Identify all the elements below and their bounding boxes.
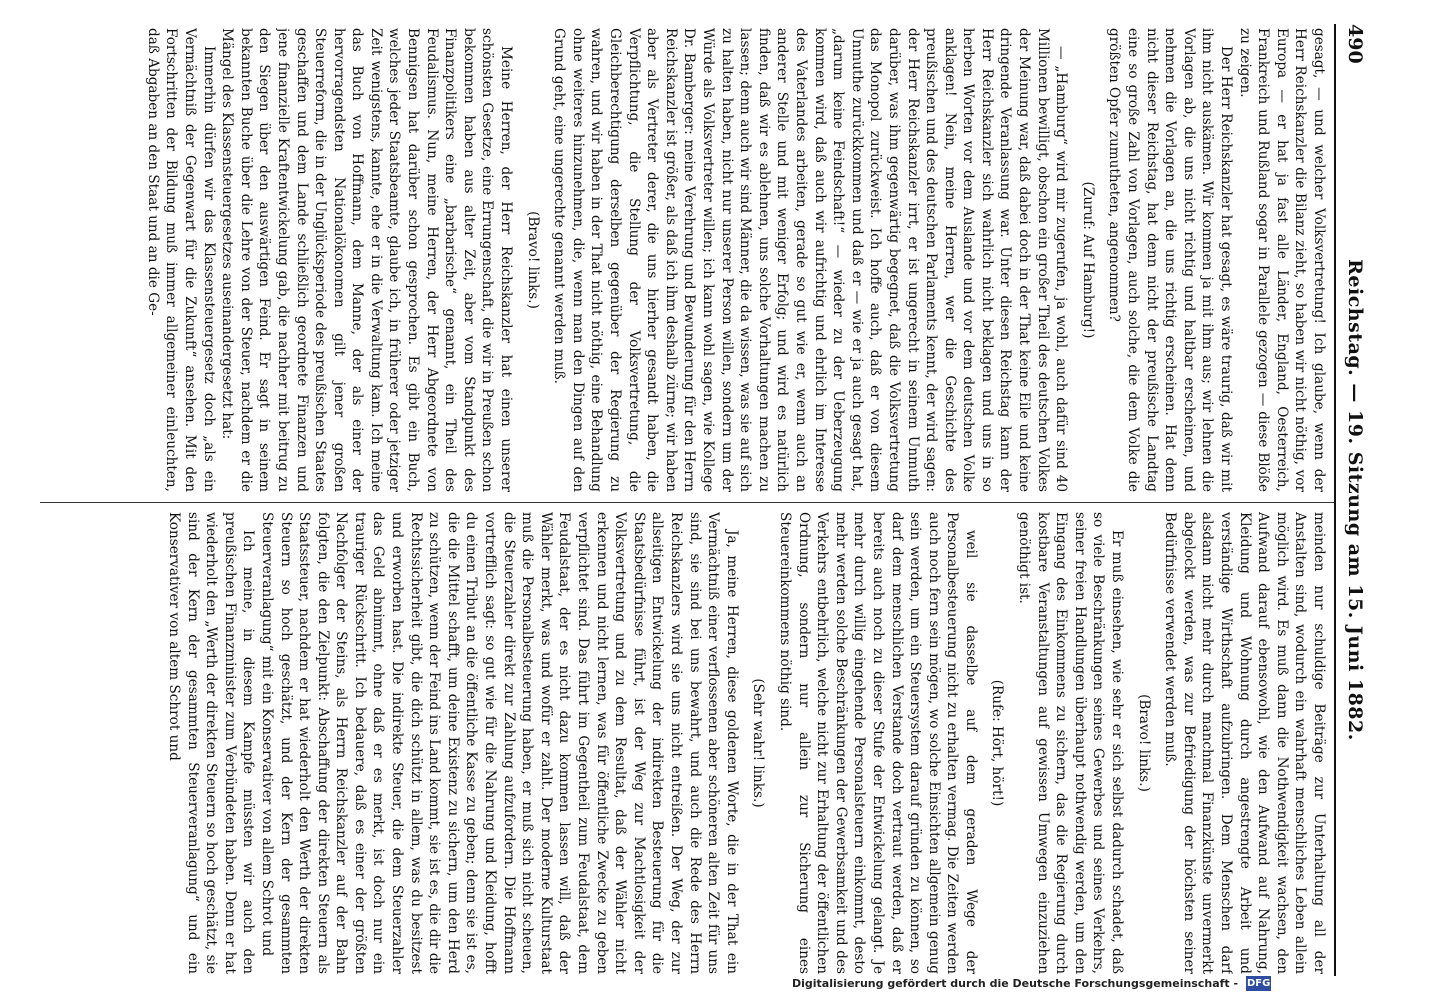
column-divider [40,502,1334,503]
dfg-stamp [792,976,1392,994]
paragraph: weil sie dasselbe auf dem geraden Wege der Personalbesteuerung nicht zu erhalten vermag. Die Zeiten werden auch noch fern sein mögen, wo solche Einsichten allgemein genug sein werden, um ein Steuersystem darauf gründen zu können, so darf dem menschlichen Verstande doch vertraut werden, daß er bereits auch noch zu dieser Stufe der Entwickelung gelangt. Je mehr durch willig eingehende Personalsteuern einkommt, desto mehr werden solche Beschränkungen der Gewerbsamkeit und des Verkehrs entbehrlich, welche nicht zur Erhaltung der öffentlichen Ordnung, sondern nur allein zur Sicherung eines Steuereinkommens nöthig sind. [776,512,979,974]
stage-direction: (Rufe: Hört, hört!) [989,679,1006,807]
paragraph: meinden nur schuldige Beiträge zur Unterhaltung all der Anstalten sind, wodurch ein wahrhaft menschliches Leben allein möglich wird. Es muß dann die Nothwendigkeit wachsen, den Aufwand darauf ebensowohl, wie den Aufwand auf Nahrung, Kleidung und Wohnung durch angestrengte Arbeit und verständige Wirthschaft aufzubringen. Dem Menschen darf alsdann nicht mehr durch manchmal Finanzkünste unvermerkt abgelockt werden, was zur Befriedigung der höchsten seiner Bedürfnisse verwendet werden muß. [1162,512,1327,974]
paragraph: Der Herr Reichskanzler hat gesagt, es wäre traurig, daß wir mit ihm nicht auskämen. Wir kommen ja mit ihm aus; wir lehnen die Vorlagen ab, die uns nicht richtig und haltbar erscheinen, und nehmen die Vorlagen an, die uns richtig erscheinen. Hat denn nicht dieser Reichstag, hat denn nicht der preußische Landtag eine so große Zahl von Vorlagen, auch solche, die dem Volke die größten Opfer zumutheten, angenommen? [1106,28,1235,492]
stage-direction: (Zuruf: Auf Hamburg!) [1079,181,1096,339]
header-rule [1334,24,1336,976]
stage-direction: (Bravo! links.) [524,211,541,309]
stage-direction: (Bravo! links.) [1135,694,1152,792]
page-header [1336,24,1370,976]
page-number: 490 [1344,24,1366,64]
paragraph: Ja, meine Herren, diese goldenen Worte, die in der That ein Vermächtniß einer verflossenen aber schöneren alten Zeit für uns sind, sie sind bei uns bewahrt, und auch die Rede des Herrn Reichskanzlers wird sie uns nicht entreißen. Der Weg, der zur allseitigen Entwickelung der indirekten Besteuerung für die Staatsbedürfnisse führt, ist der Weg zur Machtlosigkeit der Volksvertretung und zu dem Resultat, daß der Wähler nicht erkennen und nicht lernen, was für öffentliche Zwecke zu geben verpflichtet sind. Das führt im Gegentheil zum Feudalstaat, dem Feudalstaat, der es nicht dazu kommen lassen will, daß der Wähler merkt, was und wofür er zahlt. Der moderne Kulturstaat muß die Personalbesteuerung haben, er muß sich nicht scheuen, die Steuerzahler direkt zur Zahlung aufzufordern. Die Hoffmann vortrefflich sagt: so gut wie für die Nahrung und Kleidung, hofft du einen Tribut an die öffentliche Kasse zu geben; denn sie ist es, die die Mittel schafft, um deine Existenz zu sichern, um den Herd zu schützen, wenn der Feind ins Land kommt, sie ist es, die dir die Rechtssicherheit gibt, die dich schützt in allem, was du besitzest und erworben hast. Die indirekte Steuer, die dem Steuerzahler das Geld abnimmt, ohne daß er es merkt, ist doch nur ein trauriger Rückschritt. Ich bedauere, daß es einer der größten Nachfolger der Steins, als Herrn Reichskanzler auf der Bahn folgten, die den Zielpunkt: Abschaffung der direkten Steuern als Staatssteuer, nachdem er hat wiederholt den Werth der direkten Steuern so hoch geschätzt, und der Kern der gesammten Steuerveranlagung“ mit ein Konservativer von allem Schrot und [258,512,740,974]
paragraph: Immerhin dürfen wir das Klassensteuergesetz doch „als ein Vermächtniß der Gegenwart für die Zukunft“ ansehen. Mit den Fortschritten der Bildung muß immer allgemeiner einleuchten, daß Abgaben an den Staat und an die Ge- [144,28,217,492]
paragraph: Er muß einsehen, wie sehr er sich selbst dadurch schadet, daß so viele Beschränkungen seines Gewerbes und seines Verkehrs, seiner freien Handlungen überhaupt nothwendig werden, um den Eingang des Einkommens zu sichern, das die Regierung durch kostbare Veranstaltungen auf gewissen Umwegen einzuziehen genöthigt ist. [1016,512,1126,974]
page-title: Reichstag. — 19. Sitzung am 15. Juni 1882. [1344,259,1366,741]
stamp-text: Digitalisierung gefördert durch die Deutsche Forschungsgemeinschaft - [792,977,1239,990]
stage-direction: (Sehr wahr! links.) [750,678,767,808]
right-column [36,512,1328,974]
paragraph: Ich meine, in diesem Kampfe müssten wir auch den preußischen Finanzminister zum Verbündeten haben. Denn er hat wiederholt den „Werth der direkten Steuern so hoch geschätzt, sie sind der Kern der gesammten Steuerveranlagung“ und ein Konservativer von altem Schrot und [165,512,257,974]
paragraph: Meine Herren, der Herr Reichskanzler hat einen unserer schönsten Gesetze, eine Errungenschaft, die wir in Preußen schon bekommen haben aus alter Zeit, aber vom Standpunkt des Finanzpolitikers eine „barbarische“ genannt, ein Theil des Feudalismus. Nun, meine Herren, der Herr Abgeordnete von Bennigsen hat darüber schon gesprochen. Es gibt ein Buch, welches jeder Staatsbeamte, glaube ich, in früherer oder jetziger Zeit wenigstens, kannte, ehe er in die Verwaltung kam. Ich meine das Buch von Hoffmann, dem Manne, der als einer der hervorragendsten Nationalökonomen gilt jener großen Steuerreform, die in der Unglücksperiode des preußischen Staates geschaffen und dem Lande schließlich geordnete Finanzen und jene finanzielle Kraftentwickelung gab, die nachher mit beitrug zu den Siegen über den auswärtigen Feind. Er sagt in seinem bekannten Buche über die Lehre von der Steuer, nachdem er die Mängel des Klassensteuergesetzes auseinandergesetzt hat: [219,28,515,492]
paragraph: gesagt, — und welcher Volksvertretung! Ich glaube, wenn der Herr Reichskanzler die Bilanz zieht, so haben wir nicht nöthig, vor Europa — er hat ja fast alle Länder, England, Oesterreich, Frankreich und Rußland sogar in Parallele gezogen — diese Blöße zu zeigen. [1236,28,1327,492]
left-column [36,28,1328,492]
dfg-logo: DFG [1246,978,1271,989]
paragraph: — „Hamburg“ wird mir zugerufen, ja wohl, auch dafür sind 40 Millionen bewilligt, obschon ein großer Theil des deutschen Volkes der Meinung war, daß dabei doch in der That keine Eile und keine dringende Veranlassung war. Unter diesen Reichstag kann der Herr Reichskanzler sich wahrlich nicht beklagen und uns in so herben Worten vor dem Auslande und vor dem deutschen Volke anklagen! Nein, meine Herren, wer die Geschichte des preußischen und des deutschen Parlaments kennt, der wird sagen: der Herr Reichskanzler irrt, er ist ungerecht in seinem Unmuth darüber, was ihm gegenwärtig begegnet, daß die Volksvertretung das Monopol zurückweist. Ich hoffe auch, daß er von diesem Unmuthe zurückkommen und daß er — wie er ja auch gesagt hat, „darum keine Feindschaft!“ — wieder zu der Ueberzeugung kommen wird, daß auch wir aufrichtig und ehrlich im Interesse des Vaterlandes arbeiten, gerade so gut wie er, wenn auch an anderer Stelle und mit weniger Erfolg; und wird es natürlich finden, daß wir es ablehnen, uns solche Vorhaltungen machen zu lassen; denn auch wir sind Männer, die da wissen, was sie auf sich zu halten haben, nicht nur unserer Person willen, sondern um der Würde als Volksvertreter willen; ich kann wohl sagen, wie Kollege Dr. Bamberger: meine Verehrung und Bewunderung für den Herrn Reichskanzler ist größer, als daß ich ihm deshalb zürne; wir haben aber als Vertreter derer, die uns hierher gesandt haben, die Verpflichtung, die Stellung der Volksvertretung, die Gleichberechtigung derselben gegenüber der Regierung zu wahren, und wir haben in der That nicht nöthig, eine Behandlung ohne weiteres hinzunehmen, die, wenn man den Dingen auf den Grund geht, eine ungerechte genannt werden muß. [551,28,1070,492]
